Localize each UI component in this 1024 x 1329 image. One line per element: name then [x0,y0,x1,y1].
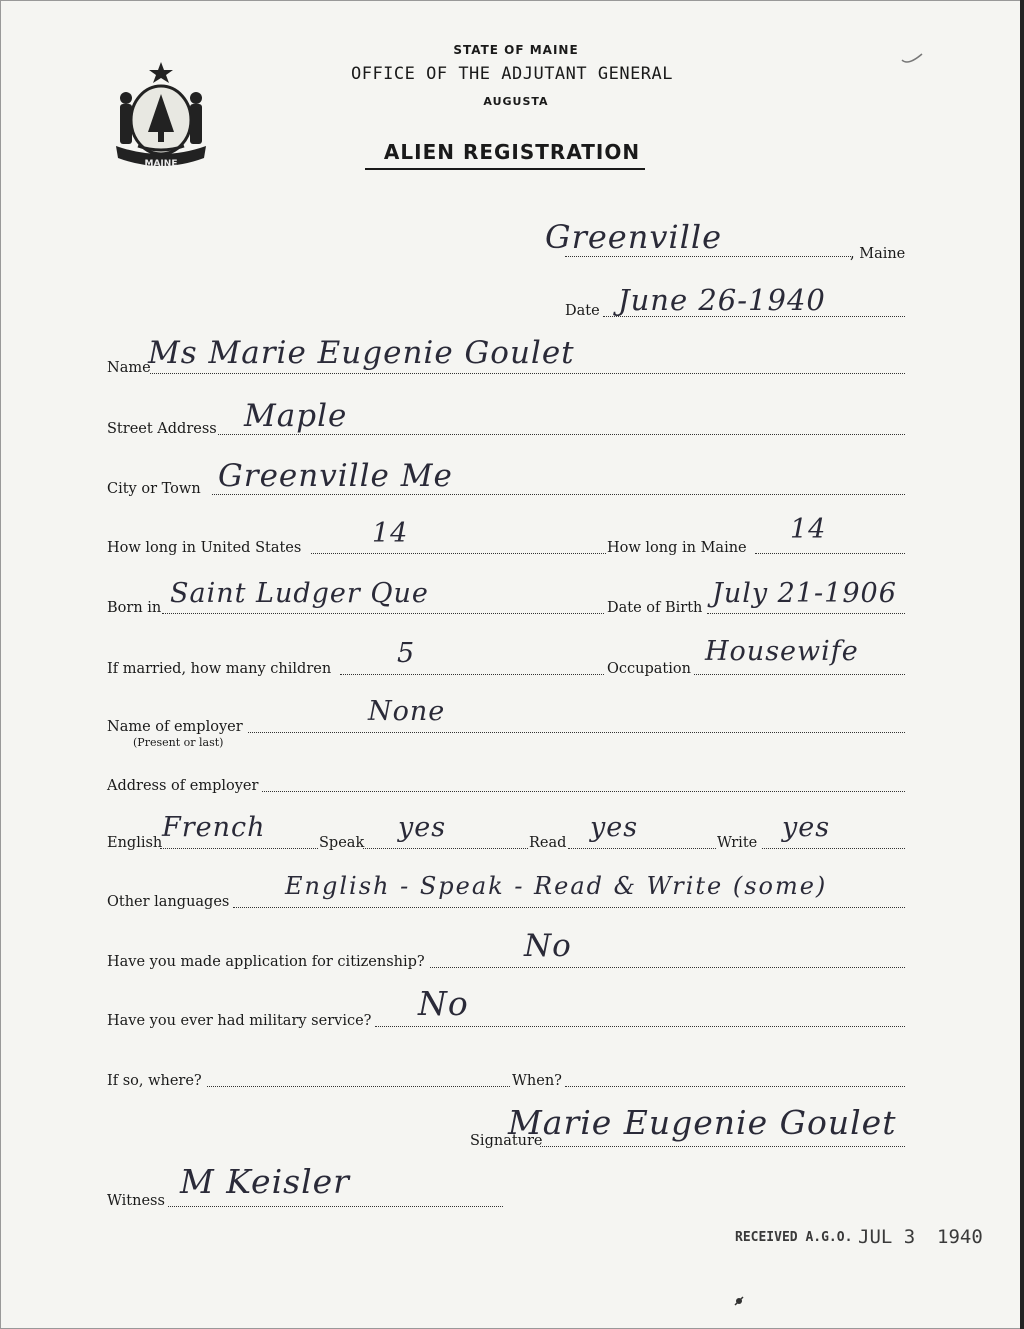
city-or-town-dots [212,494,905,495]
street-address-dots [218,434,905,435]
write-value: yes [782,812,831,843]
speak-value: yes [398,812,447,843]
how-long-us-dots [311,553,606,554]
town-value: Greenville [545,218,723,256]
read-dots [568,848,716,849]
how-long-us-value: 14 [372,518,409,549]
signature-value: Marie Eugenie Goulet [508,1103,897,1142]
how-long-maine-dots [755,553,905,554]
date-of-birth-label: Date of Birth [607,600,703,616]
other-languages-dots [233,907,905,908]
street-address-label: Street Address [107,421,217,437]
date-label: Date [565,303,600,319]
when-dots [565,1086,905,1087]
born-in-dots [162,613,604,614]
write-label: Write [717,835,758,851]
if-so-where-label: If so, where? [107,1073,202,1089]
form-title: ALIEN REGISTRATION [383,140,641,164]
date-value: June 26-1940 [618,283,826,317]
city-or-town-label: City or Town [107,481,201,497]
received-stamp-date: JUL 3 [858,1226,916,1248]
date-of-birth-dots [707,613,905,614]
children-label: If married, how many children [107,661,332,677]
military-value: No [418,984,469,1023]
office-heading: OFFICE OF THE ADJUTANT GENERAL [350,64,674,84]
employer-name-label: Name of employer [107,719,243,735]
read-value: yes [590,812,639,843]
how-long-us-label: How long in United States [107,540,302,556]
city-or-town-value: Greenville Me [218,458,453,494]
witness-label: Witness [107,1193,165,1209]
other-languages-label: Other languages [107,894,230,910]
citizenship-dots [430,967,905,968]
employer-address-dots [262,791,905,792]
occupation-dots [694,674,905,675]
name-label: Name [107,360,151,376]
seal-banner-text: MAINE [144,159,178,169]
occupation-value: Housewife [705,636,859,667]
received-stamp-label: RECEIVED A.G.O. [735,1230,853,1245]
scan-edge [1020,0,1024,1329]
name-dots [150,373,905,374]
state-heading: STATE OF MAINE [453,43,579,57]
how-long-maine-label: How long in Maine [607,540,747,556]
employer-address-label: Address of employer [107,778,259,794]
town-suffix: , Maine [850,246,906,262]
if-so-where-dots [207,1086,510,1087]
title-underline [365,168,645,170]
born-in-value: Saint Ludger Que [170,578,429,609]
english-dots [160,848,318,849]
date-of-birth-value: July 21-1906 [712,578,897,609]
born-in-label: Born in [107,600,162,616]
read-label: Read [529,835,567,851]
name-value: Ms Marie Eugenie Goulet [148,335,575,371]
received-stamp-year: 1940 [937,1226,983,1248]
citizenship-label: Have you made application for citizenship? [107,954,425,970]
employer-name-dots [248,732,905,733]
english-label: English [107,835,163,851]
children-dots [340,674,604,675]
signature-label: Signature [470,1133,543,1149]
occupation-label: Occupation [607,661,691,677]
military-dots [375,1026,905,1027]
town-dots [565,256,853,257]
signature-dots [540,1146,905,1147]
speak-label: Speak [319,835,365,851]
check-mark-icon [900,52,924,66]
how-long-maine-value: 14 [790,514,827,545]
other-languages-value: English - Speak - Read & Write (some) [285,872,828,900]
english-value: French [162,812,266,843]
witness-dots [168,1206,503,1207]
military-label: Have you ever had military service? [107,1013,372,1029]
speak-dots [363,848,528,849]
witness-value: M Keisler [180,1162,350,1201]
employer-name-sublabel: (Present or last) [133,736,224,749]
ink-speck-icon [732,1294,746,1308]
children-value: 5 [397,638,416,669]
city-heading: AUGUSTA [483,95,549,108]
employer-name-value: None [368,696,446,727]
write-dots [762,848,905,849]
when-label: When? [512,1073,562,1089]
street-address-value: Maple [244,398,348,434]
citizenship-value: No [524,928,572,964]
